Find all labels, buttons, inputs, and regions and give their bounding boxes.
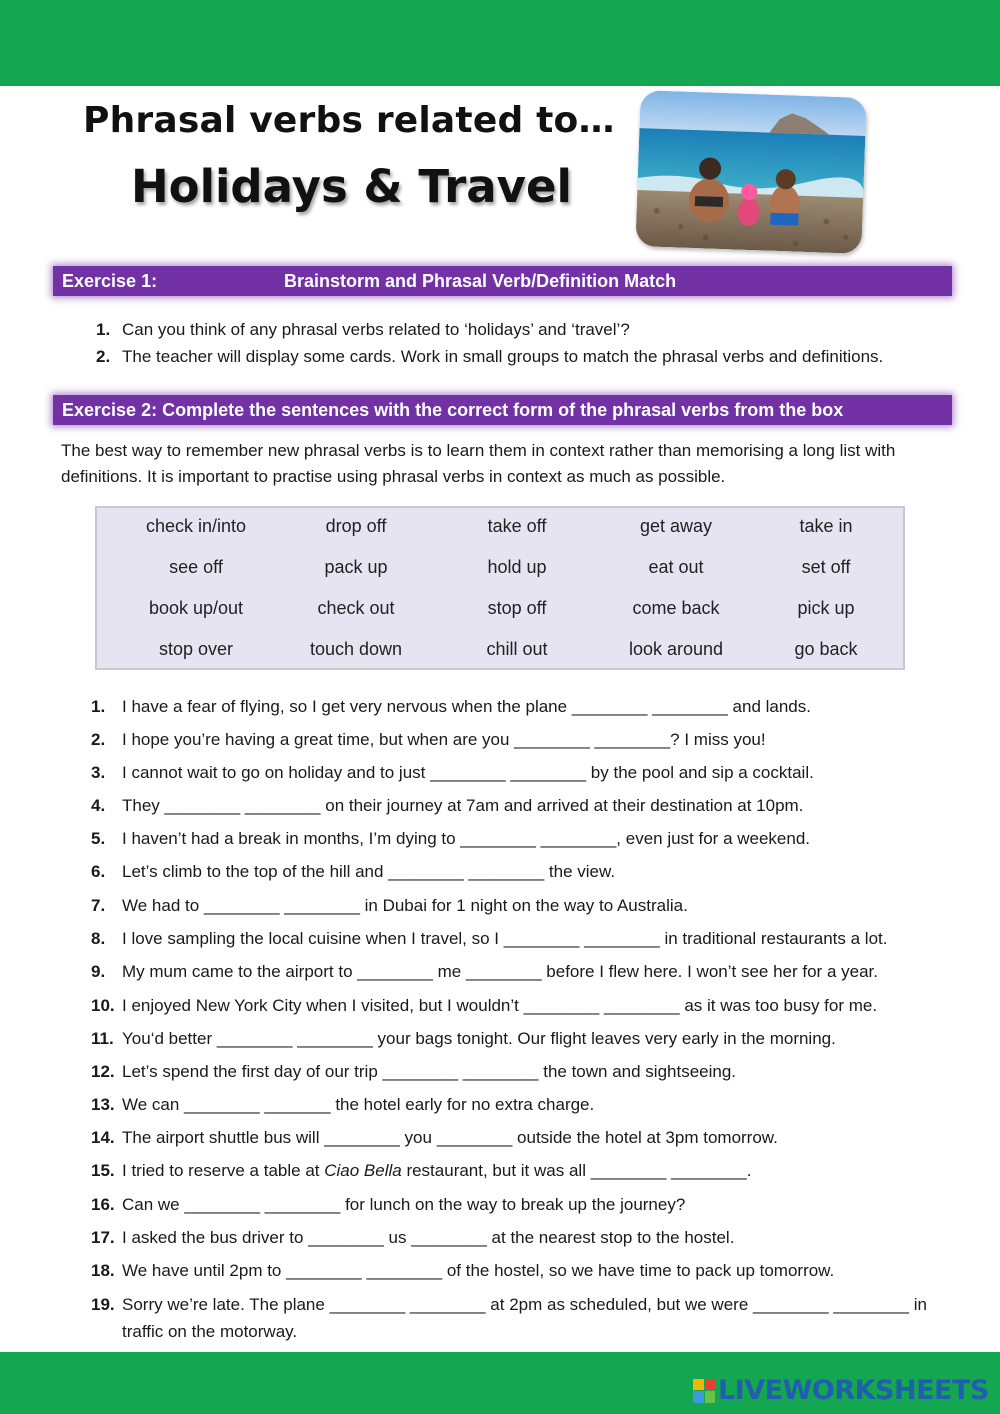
list-item-number: 1.: [96, 320, 111, 339]
word-cell: chill out: [486, 639, 548, 659]
word-cell: eat out: [648, 557, 704, 577]
list-item: [96, 347, 883, 367]
question-text: Let’s climb to the top of the hill and ________ ________ the view.: [122, 862, 616, 881]
word-cell: go back: [794, 639, 858, 659]
word-cell: book up/out: [148, 598, 244, 618]
question-number: 16.: [91, 1195, 115, 1214]
question-item: [91, 1228, 734, 1248]
question-number: 7.: [91, 896, 106, 915]
word-cell: stop off: [487, 598, 547, 618]
word-cell: set off: [801, 557, 851, 577]
word-cell: take in: [799, 516, 853, 536]
question-item: [91, 862, 615, 882]
word-cell: pick up: [797, 598, 855, 618]
question-text: We have until 2pm to ________ ________ of the hostel, so we have time to pack up tomorrow.: [122, 1261, 835, 1280]
question-number: 9.: [91, 962, 106, 981]
question-item: [91, 996, 877, 1016]
question-item: [91, 796, 803, 816]
question-number: 3.: [91, 763, 106, 782]
top-banner: [0, 0, 1000, 86]
question-number: 14.: [91, 1128, 115, 1147]
question-item: [91, 1128, 778, 1148]
question-item: [91, 730, 766, 750]
question-text: The airport shuttle bus will ________ you ________ outside the hotel at 3pm tomorrow.: [122, 1128, 778, 1147]
exercise1-header: [53, 266, 952, 296]
list-item-text: The teacher will display some cards. Work in small groups to match the phrasal verbs and definitions.: [122, 347, 884, 366]
question-item: [91, 896, 688, 916]
list-item-number: 2.: [96, 347, 111, 366]
question-text-post: restaurant, but it was all ________ ________.: [401, 1161, 752, 1180]
exercise2-intro: The best way to remember new phrasal verbs is to learn them in context rather than memorising a long list with definitions. It is important to practise using phrasal verbs in context as much as possible.: [61, 441, 896, 486]
word-cell: hold up: [487, 557, 547, 577]
logo-mark-icon: [693, 1379, 715, 1403]
question-text: My mum came to the airport to ________ me ________ before I flew here. I won’t see her for a year.: [122, 962, 878, 981]
exercise2-header: Exercise 2: Complete the sentences with the correct form of the phrasal verbs from the box: [53, 395, 952, 425]
page-title: Phrasal verbs related to…: [83, 100, 615, 141]
question-number: 10.: [91, 996, 115, 1015]
question-item: [91, 829, 810, 849]
question-number: 11.: [91, 1029, 114, 1048]
word-cell: stop over: [158, 639, 234, 659]
question-number: 4.: [91, 796, 106, 815]
question-number: 1.: [91, 697, 106, 716]
beach-photo-illustration: [635, 90, 866, 254]
question-number: 8.: [91, 929, 106, 948]
question-number: 17.: [91, 1228, 115, 1247]
question-text: They ________ ________ on their journey at 7am and arrived at their destination at 10pm.: [122, 796, 804, 815]
question-number: 19.: [91, 1295, 115, 1314]
word-cell: pack up: [324, 557, 388, 577]
word-cell: get away: [639, 516, 713, 536]
question-item: [91, 697, 811, 717]
question-text: I have a fear of flying, so I get very nervous when the plane ________ ________ and lands.: [122, 697, 811, 716]
list-item-text: Can you think of any phrasal verbs related to ‘holidays’ and ‘travel’?: [122, 320, 630, 339]
question-number: 12.: [91, 1062, 115, 1081]
question-text: Let’s spend the first day of our trip ________ ________ the town and sightseeing.: [122, 1062, 737, 1081]
question-item: [91, 929, 887, 949]
question-text: I love sampling the local cuisine when I travel, so I ________ ________ in traditional restaurants a lot.: [122, 929, 888, 948]
restaurant-name: Ciao Bella: [324, 1161, 402, 1180]
question-number: 18.: [91, 1261, 115, 1280]
question-text: Can we ________ ________ for lunch on the way to break up the journey?: [122, 1195, 686, 1214]
word-cell: check out: [317, 598, 395, 618]
logo-text: LIVEWORKSHEETS: [718, 1375, 989, 1406]
word-cell: look around: [628, 639, 724, 659]
question-item: [91, 1095, 594, 1115]
question-text: We had to ________ ________ in Dubai for 1 night on the way to Australia.: [122, 896, 688, 915]
word-cell: check in/into: [145, 516, 247, 536]
question-text: We can ________ _______ the hotel early for no extra charge.: [122, 1095, 595, 1114]
beach-family-photo: [635, 90, 866, 254]
question-item: [91, 1029, 836, 1049]
question-text: Sorry we’re late. The plane ________ ________ at 2pm as scheduled, but we were ________ ________ in: [122, 1295, 927, 1314]
question-number: 13.: [91, 1095, 115, 1114]
question-number: 2.: [91, 730, 106, 749]
question-item: [91, 962, 878, 982]
question-item-continued: [91, 1322, 297, 1342]
question-item: [91, 1062, 736, 1082]
question-item: [91, 763, 814, 783]
word-cell: come back: [632, 598, 720, 618]
question-text: I cannot wait to go on holiday and to just ________ ________ by the pool and sip a cocktail.: [122, 763, 814, 782]
exercise1-label: Exercise 1:: [62, 271, 158, 291]
question-number: 15.: [91, 1161, 115, 1180]
word-cell: take off: [487, 516, 547, 536]
question-item: [91, 1261, 834, 1281]
question-number: 6.: [91, 862, 106, 881]
word-cell: touch down: [309, 639, 403, 659]
question-text: I hope you’re having a great time, but when are you ________ ________? I miss you!: [122, 730, 766, 749]
question-item: [91, 1295, 927, 1315]
liveworksheets-logo[interactable]: [693, 1375, 989, 1406]
word-cell: drop off: [325, 516, 387, 536]
question-text: I enjoyed New York City when I visited, but I wouldn’t ________ ________ as it was too busy for me.: [122, 996, 878, 1015]
question-text: I asked the bus driver to ________ us ________ at the nearest stop to the hostel.: [122, 1228, 735, 1247]
question-number: 5.: [91, 829, 106, 848]
word-cell: see off: [169, 557, 223, 577]
question-text-pre: I tried to reserve a table at: [122, 1161, 325, 1180]
question-text: traffic on the motorway.: [122, 1322, 298, 1341]
list-item: [96, 320, 630, 340]
question-text: You‘d better ________ ________ your bags tonight. Our flight leaves very early in the morning.: [122, 1029, 836, 1048]
phrasal-verb-box: [95, 506, 905, 670]
question-item: [91, 1195, 685, 1215]
question-text: I haven’t had a break in months, I’m dying to ________ ________, even just for a weekend.: [122, 829, 811, 848]
page-subtitle: Holidays & Travel: [131, 160, 572, 213]
question-item: [91, 1161, 751, 1181]
exercise1-heading: Brainstorm and Phrasal Verb/Definition Match: [284, 271, 677, 291]
